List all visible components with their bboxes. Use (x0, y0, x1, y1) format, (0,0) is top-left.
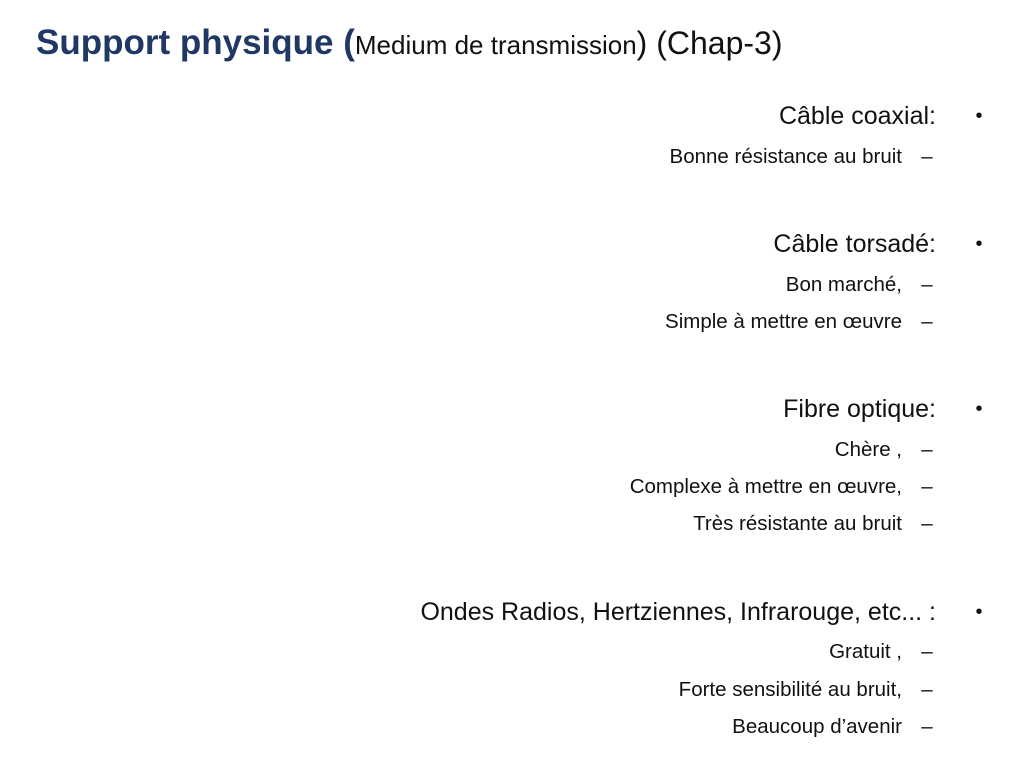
sub-item (0, 270, 1024, 300)
sub-item (0, 675, 1024, 705)
bullet-marker: • (975, 600, 983, 623)
sub-item-text: Chère , (834, 438, 902, 461)
sub-item-text: Forte sensibilité au bruit, (678, 678, 902, 701)
dash-marker: – (921, 678, 933, 701)
dash-marker: – (921, 273, 933, 296)
sub-item (0, 307, 1024, 337)
sub-item (0, 142, 1024, 172)
bullet-item-torsade (0, 226, 1024, 262)
bullet-heading: Ondes Radios, Hertziennes, Infrarouge, etc... : (420, 597, 936, 626)
bullet-heading: Câble torsadé: (773, 229, 936, 258)
sub-item-text: Beaucoup d’avenir (732, 715, 902, 738)
sub-item (0, 509, 1024, 539)
dash-marker: – (921, 145, 933, 168)
dash-marker: – (921, 310, 933, 333)
sub-item-text: Bon marché, (785, 273, 902, 296)
sub-item-text: Gratuit , (829, 640, 902, 663)
dash-marker: – (921, 640, 933, 663)
dash-marker: – (921, 512, 933, 535)
dash-marker: – (921, 475, 933, 498)
sub-item (0, 435, 1024, 465)
sub-item-text: Simple à mettre en œuvre (665, 310, 902, 333)
slide-title-bold: Support physique ( (36, 23, 355, 62)
dash-marker: – (921, 715, 933, 738)
bullet-item-coaxial (0, 98, 1024, 134)
sub-item (0, 637, 1024, 667)
bullet-heading: Câble coaxial: (778, 101, 936, 130)
sub-item-text: Très résistante au bruit (693, 512, 902, 535)
bullet-item-ondes (0, 594, 1024, 630)
sub-item-text: Bonne résistance au bruit (669, 145, 902, 168)
slide-title-subtitle: Medium de transmission (354, 30, 637, 60)
sub-item (0, 472, 1024, 502)
bullet-item-fibre (0, 391, 1024, 427)
bullet-marker: • (975, 104, 983, 127)
sub-item-text: Complexe à mettre en œuvre, (629, 475, 902, 498)
sub-item (0, 712, 1024, 742)
bullet-heading: Fibre optique: (783, 394, 936, 423)
bullet-marker: • (975, 397, 983, 420)
bullet-marker: • (975, 232, 983, 255)
dash-marker: – (921, 438, 933, 461)
slide-title-chapter: ) (Chap-3) (636, 25, 783, 61)
